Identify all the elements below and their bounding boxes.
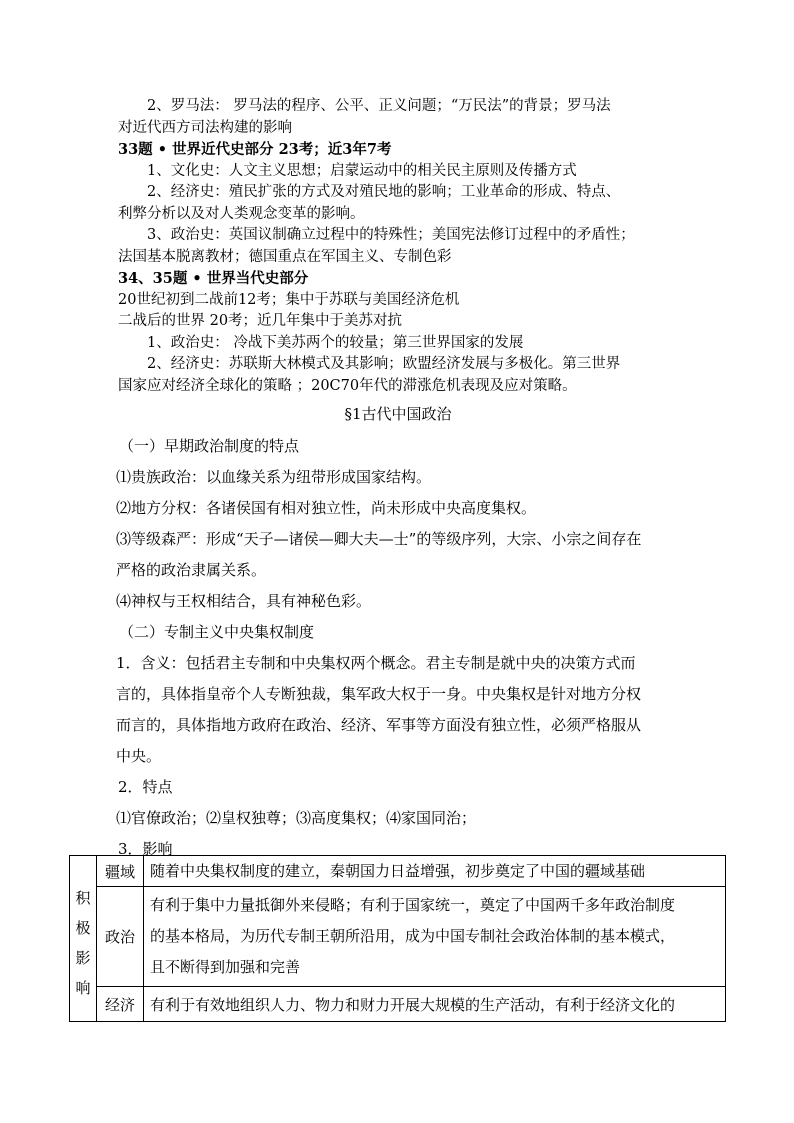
text-line: 国家应对经济全球化的策略 ；20C70年代的滞涨危机表现及应对策略。 xyxy=(118,377,577,394)
table-row xyxy=(70,987,726,1022)
text-line: 1．含义：包括君主专制和中央集权两个概念。君主专制是就中央的决策方式而 xyxy=(116,654,636,672)
text-line: 3、政治史：英国议制确立过程中的特殊性；美国宪法修订过程中的矛盾性； xyxy=(147,227,635,243)
text-line: 严格的政治隶属关系。 xyxy=(116,561,267,579)
row-header-text: 积极影响 xyxy=(75,888,91,997)
cell-line: 且不断得到加强和完善 xyxy=(150,958,301,976)
cell-line: 有利于集中力量抵御外来侵略；有利于国家统一，奠定了中国两千多年政治制度 xyxy=(150,896,676,914)
text-line: 1、政治史： 冷战下美苏两个的较量；第三世界国家的发展 xyxy=(147,334,524,351)
text-line: 中央。 xyxy=(116,747,162,765)
table-cell-category: 政治 xyxy=(97,887,144,987)
impact-table xyxy=(69,855,726,1022)
cell-line: 随着中央集权制度的建立，秦朝国力日益增强，初步奠定了中国的疆域基础 xyxy=(150,862,646,880)
text-line: 二战后的世界 20考；近几年集中于美苏对抗 xyxy=(118,313,403,329)
positive-impact-header xyxy=(70,856,97,1022)
text-line: 言的，具体指皇帝个人专断独裁，集军政大权于一身。中央集权是针对地方分权 xyxy=(116,685,642,703)
text-line: ⑶等级森严：形成“天子—诸侯—卿大夫—士”的等级序列，大宗、小宗之间存在 xyxy=(116,530,642,548)
text-line: 2、罗马法： 罗马法的程序、公平、正义问题；“万民法”的背景；罗马法 xyxy=(147,98,611,114)
subsection-heading: （一）早期政治制度的特点 xyxy=(119,437,300,455)
cell-line: 的基本格局，为历代专制王朝所沿用，成为中国专制社会政治体制的基本模式， xyxy=(150,927,676,945)
table-cell-description xyxy=(144,856,726,887)
section-heading: 33题 • 世界近代史部分 23考；近3年7考 xyxy=(118,141,392,158)
text-line: 法国基本脱离教材；德国重点在军国主义、专制色彩 xyxy=(118,248,452,265)
table-cell-category: 疆域 xyxy=(97,856,144,887)
text-line: 1、文化史：人文主义思想；启蒙运动中的相关民主原则及传播方式 xyxy=(147,162,577,179)
table-row xyxy=(70,856,726,887)
text-line: ⑷神权与王权相结合，具有神秘色彩。 xyxy=(116,592,372,610)
text-line: 2、经济史：殖民扩张的方式及对殖民地的影响；工业革命的形成、特点、 xyxy=(147,184,621,200)
text-line: 2、经济史：苏联斯大林模式及其影响；欧盟经济发展与多极化。第三世界 xyxy=(147,356,621,372)
text-line: 利弊分析以及对人类观念变革的影响。 xyxy=(118,205,365,222)
government-section xyxy=(116,431,678,865)
table-row xyxy=(70,887,726,987)
text-line: 3．影响 xyxy=(118,840,173,858)
table-cell-description xyxy=(144,887,726,987)
cell-line: 有利于有效地组织人力、物力和财力开展大规模的生产活动，有利于经济文化的 xyxy=(150,996,676,1014)
text-line: ⑴贵族政治：以血缘关系为纽带形成国家结构。 xyxy=(116,468,432,486)
subsection-heading: （二）专制主义中央集权制度 xyxy=(119,623,315,641)
text-line: 2．特点 xyxy=(118,778,173,796)
text-line: 对近代西方司法构建的影响 xyxy=(118,119,292,136)
page-section-title: §1古代中国政治 xyxy=(344,405,452,423)
section-heading: 34、35题 • 世界当代史部分 xyxy=(118,270,309,287)
table-cell-category: 经济 xyxy=(97,987,144,1022)
text-line: ⑵地方分权：各诸侯国有相对独立性，尚未形成中央高度集权。 xyxy=(116,499,537,517)
text-line: ⑴官僚政治；⑵皇权独尊；⑶高度集权；⑷家国同治； xyxy=(116,809,477,827)
text-line: 而言的，具体指地方政府在政治、经济、军事等方面没有独立性，必须严格服从 xyxy=(116,716,642,734)
table-cell-description xyxy=(144,987,726,1022)
top-section xyxy=(118,96,678,865)
text-line: 20世纪初到二战前12考；集中于苏联与美国经济危机 xyxy=(118,291,460,308)
